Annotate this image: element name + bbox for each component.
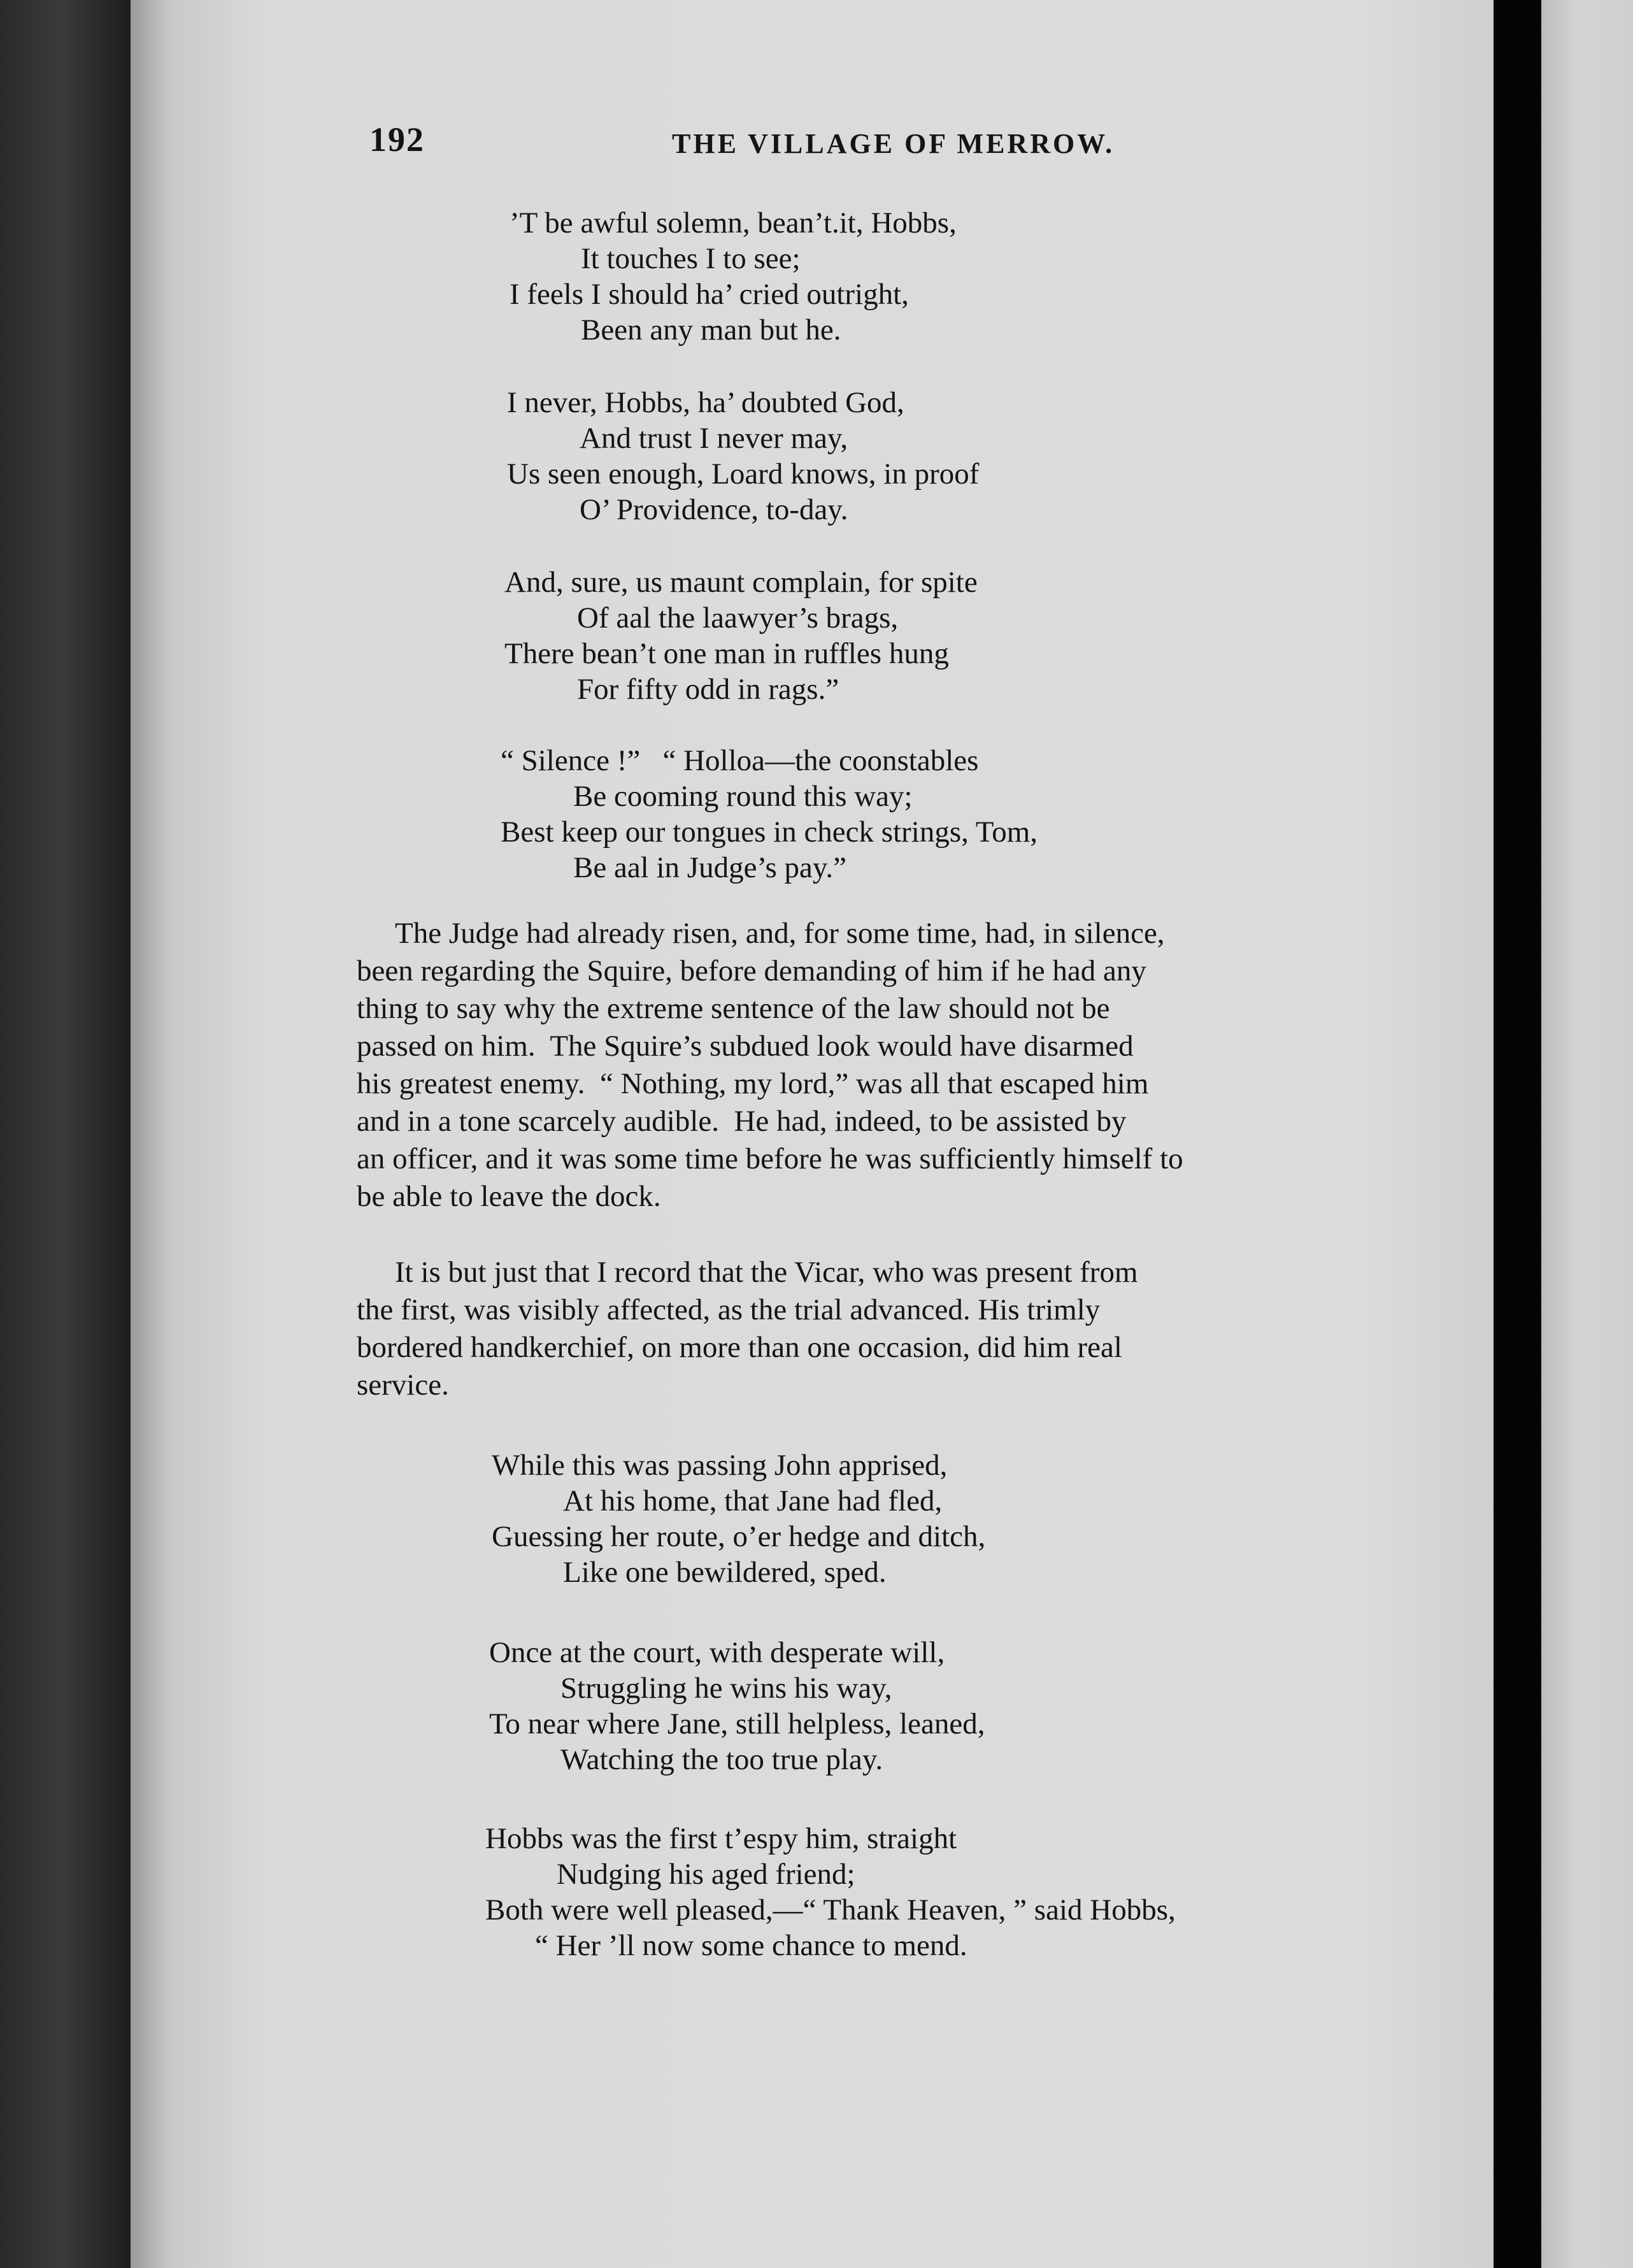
verse-line: Nudging his aged friend; xyxy=(557,1858,855,1891)
verse-line: O’ Providence, to-day. xyxy=(580,493,848,526)
prose-line: It is but just that I record that the Vicar, who was present from xyxy=(395,1256,1138,1289)
verse-line: ’T be awful solemn, bean’t.it, Hobbs, xyxy=(510,206,957,240)
verse-line: For fifty odd in rags.” xyxy=(577,673,839,706)
verse-line: And trust I never may, xyxy=(580,422,848,455)
page-number: 192 xyxy=(369,120,425,159)
prose-line: and in a tone scarcely audible. He had, indeed, to be assisted by xyxy=(357,1105,1127,1138)
verse-line: There bean’t one man in ruffles hung xyxy=(504,637,949,670)
prose-line: be able to leave the dock. xyxy=(357,1180,661,1213)
prose-line: passed on him. The Squire’s subdued look would have disarmed xyxy=(357,1030,1134,1063)
verse-line: Both were well pleased,—“ Thank Heaven, ” said Hobbs, xyxy=(485,1893,1176,1927)
prose-line: service. xyxy=(357,1368,449,1402)
verse-line: Once at the court, with desperate will, xyxy=(489,1636,945,1669)
prose-line: bordered handkerchief, on more than one occasion, did him real xyxy=(357,1331,1122,1364)
verse-line: Struggling he wins his way, xyxy=(560,1672,892,1705)
prose-line: the first, was visibly affected, as the trial advanced. His trimly xyxy=(357,1293,1101,1326)
page-gutter xyxy=(1494,0,1541,2268)
verse-line: I feels I should ha’ cried outright, xyxy=(510,278,909,311)
prose-line: The Judge had already risen, and, for some time, had, in silence, xyxy=(395,917,1165,950)
verse-line: It touches I to see; xyxy=(581,242,801,275)
prose-line: been regarding the Squire, before demanding of him if he had any xyxy=(357,954,1146,987)
prose-line: his greatest enemy. “ Nothing, my lord,” was all that escaped him xyxy=(357,1067,1149,1100)
verse-line: I never, Hobbs, ha’ doubted God, xyxy=(507,386,904,419)
verse-line: Been any man but he. xyxy=(581,313,841,347)
book-binding xyxy=(0,0,134,2268)
verse-line: “ Her ’ll now some chance to mend. xyxy=(535,1929,967,1962)
verse-line: Of aal the laawyer’s brags, xyxy=(577,601,899,635)
verse-line: While this was passing John apprised, xyxy=(492,1449,948,1482)
verse-line: To near where Jane, still helpless, leaned, xyxy=(489,1707,985,1740)
verse-line: Be aal in Judge’s pay.” xyxy=(573,851,846,884)
verse-line: At his home, that Jane had fled, xyxy=(563,1484,943,1518)
adjacent-page-edge xyxy=(1541,0,1633,2268)
prose-paragraph xyxy=(357,915,1376,1216)
verse-line: Best keep our tongues in check strings, Tom, xyxy=(501,815,1038,849)
prose-line: thing to say why the extreme sentence of the law should not be xyxy=(357,992,1110,1025)
running-title: THE VILLAGE OF MERROW. xyxy=(672,128,1115,159)
verse-line: And, sure, us maunt complain, for spite xyxy=(504,566,978,599)
prose-line: an officer, and it was some time before he was sufficiently himself to xyxy=(357,1142,1183,1175)
verse-line: Watching the too true play. xyxy=(560,1743,883,1776)
verse-line: Like one bewildered, sped. xyxy=(563,1556,887,1589)
prose-paragraph xyxy=(357,1254,1376,1404)
verse-line: Us seen enough, Loard knows, in proof xyxy=(507,457,980,491)
verse-line: Guessing her route, o’er hedge and ditch, xyxy=(492,1520,986,1553)
verse-line: “ Silence !” “ Holloa—the coonstables xyxy=(501,744,979,777)
verse-line: Be cooming round this way; xyxy=(573,780,913,813)
verse-line: Hobbs was the first t’espy him, straight xyxy=(485,1822,957,1855)
